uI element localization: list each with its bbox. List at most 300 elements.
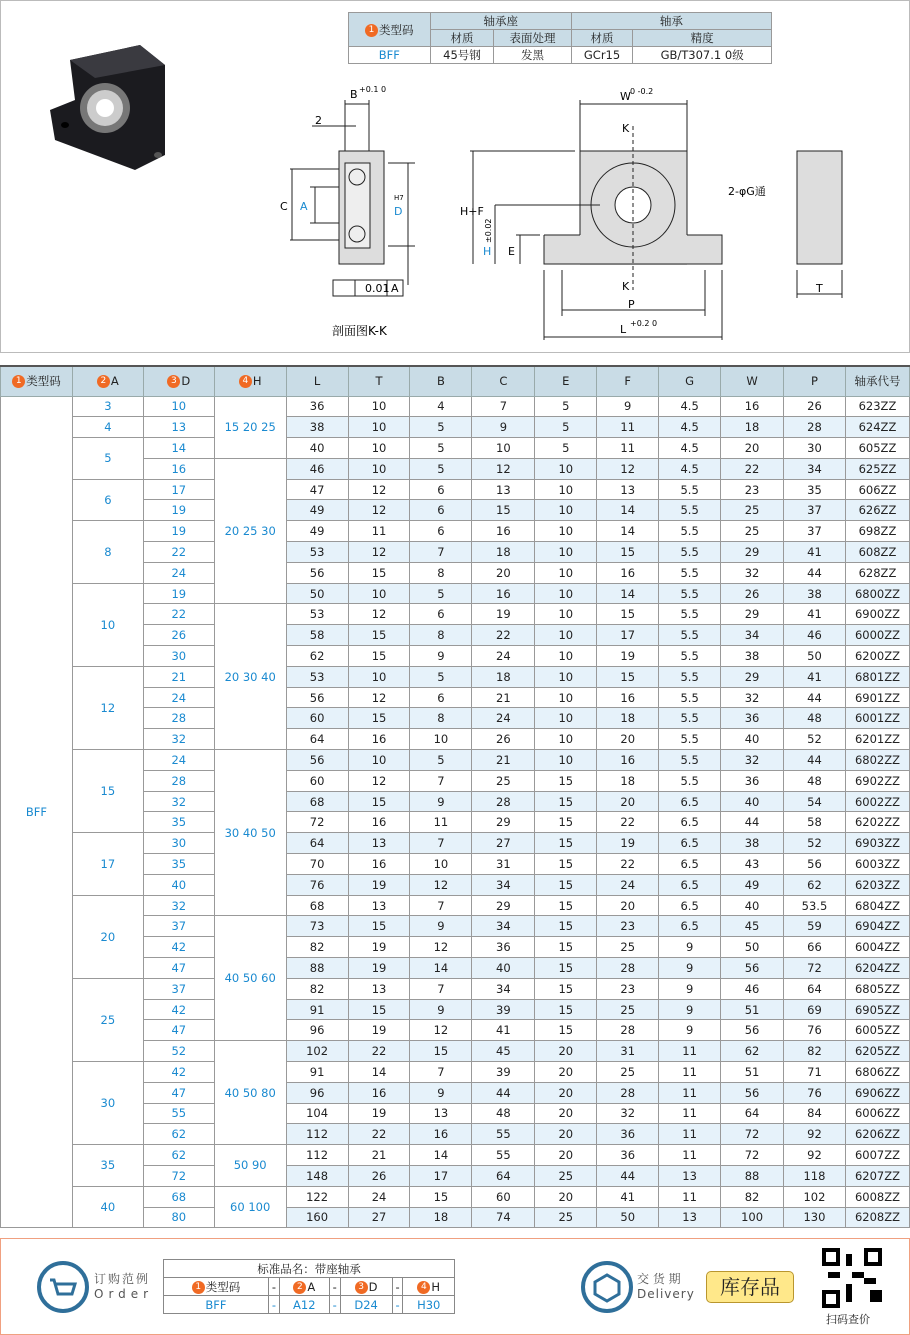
value-cell: 6.5 [659, 791, 721, 812]
value-cell: 4 [410, 396, 472, 417]
value-cell: 56 [286, 562, 348, 583]
value-cell: 14 [597, 500, 659, 521]
value-cell: 6903ZZ [845, 833, 909, 854]
label-hf: H+F [460, 205, 484, 218]
value-cell: 9 [410, 1082, 472, 1103]
material-header: 材质 [430, 30, 494, 47]
value-cell: 624ZZ [845, 417, 909, 438]
value-cell: 39 [472, 1062, 535, 1083]
value-cell: 38 [721, 646, 784, 667]
value-cell: 12 [348, 604, 410, 625]
d-cell: 22 [143, 604, 214, 625]
value-cell: 9 [659, 937, 721, 958]
value-cell: 22 [348, 1124, 410, 1145]
value-cell: 626ZZ [845, 500, 909, 521]
box-icon [580, 1260, 634, 1314]
d-cell: 47 [143, 1020, 214, 1041]
value-cell: 91 [286, 1062, 348, 1083]
type-code-cell: BFF [1, 396, 73, 1228]
value-cell: 12 [472, 458, 535, 479]
d-cell: 19 [143, 521, 214, 542]
value-cell: 122 [286, 1186, 348, 1207]
value-cell: 19 [348, 1020, 410, 1041]
d-cell: 16 [143, 458, 214, 479]
value-cell: 6802ZZ [845, 750, 909, 771]
a-cell: 30 [72, 1062, 143, 1145]
value-cell: 16 [348, 1082, 410, 1103]
value-cell: 50 [721, 937, 784, 958]
value-cell: 6208ZZ [845, 1207, 909, 1228]
value-cell: 104 [286, 1103, 348, 1124]
value-cell: 11 [410, 812, 472, 833]
value-cell: 53 [286, 542, 348, 563]
spec-table [348, 12, 772, 64]
value-cell: 20 [535, 1062, 597, 1083]
value-cell: 20 [597, 895, 659, 916]
value-cell: 12 [410, 937, 472, 958]
value-cell: 76 [286, 874, 348, 895]
d-cell: 55 [143, 1103, 214, 1124]
value-cell: 55 [472, 1124, 535, 1145]
header-col-13 [845, 366, 909, 396]
value-cell: 21 [472, 687, 535, 708]
value-cell: 7 [410, 542, 472, 563]
value-cell: 20 [535, 1186, 597, 1207]
h-cell: 30 40 50 [214, 750, 286, 916]
value-cell: 8 [410, 562, 472, 583]
value-cell: 5 [410, 750, 472, 771]
value-cell: 56 [721, 1082, 784, 1103]
value-cell: 73 [286, 916, 348, 937]
d-cell: 21 [143, 666, 214, 687]
value-cell: 23 [597, 978, 659, 999]
d-cell: 42 [143, 937, 214, 958]
value-cell: 10 [535, 521, 597, 542]
value-cell: 34 [472, 916, 535, 937]
value-cell: 6901ZZ [845, 687, 909, 708]
table-row [1, 1062, 910, 1083]
value-cell: 48 [784, 770, 846, 791]
value-cell: 44 [597, 1165, 659, 1186]
label-t: T [816, 282, 823, 295]
value-cell: 6008ZZ [845, 1186, 909, 1207]
value-cell: 32 [597, 1103, 659, 1124]
stock-badge: 库存品 [706, 1271, 794, 1303]
badge-1: 1 [192, 1281, 205, 1294]
value-cell: 64 [286, 729, 348, 750]
value-cell: 14 [410, 1145, 472, 1166]
value-cell: 11 [659, 1124, 721, 1145]
value-cell: 4.5 [659, 417, 721, 438]
value-cell: 25 [472, 770, 535, 791]
value-cell: 64 [286, 833, 348, 854]
value-cell: 32 [721, 562, 784, 583]
label-d-tolerance: H7 [394, 194, 404, 202]
value-cell: 82 [721, 1186, 784, 1207]
value-cell: 82 [286, 978, 348, 999]
value-cell: 23 [597, 916, 659, 937]
value-cell: 7 [410, 895, 472, 916]
value-cell: 6905ZZ [845, 999, 909, 1020]
value-cell: 18 [410, 1207, 472, 1228]
value-cell: 10 [348, 396, 410, 417]
value-cell: 60 [472, 1186, 535, 1207]
a-cell: 5 [72, 438, 143, 480]
value-cell: 49 [286, 500, 348, 521]
order-value: BFF [164, 1296, 269, 1314]
dimension-table [0, 365, 910, 1228]
value-cell: 82 [784, 1041, 846, 1062]
value-cell: 6902ZZ [845, 770, 909, 791]
value-cell: 15 [535, 854, 597, 875]
value-cell: 6003ZZ [845, 854, 909, 875]
value-cell: 6 [410, 500, 472, 521]
value-cell: 28 [597, 1020, 659, 1041]
value-cell: 11 [659, 1082, 721, 1103]
value-cell: 54 [784, 791, 846, 812]
label-e: E [508, 245, 515, 258]
d-cell: 52 [143, 1041, 214, 1062]
d-cell: 40 [143, 874, 214, 895]
label-w: W [620, 90, 631, 103]
value-cell: 6001ZZ [845, 708, 909, 729]
table-row [1, 1145, 910, 1166]
value-cell: 10 [535, 666, 597, 687]
a-cell: 6 [72, 479, 143, 521]
value-cell: 112 [286, 1124, 348, 1145]
order-value: H30 [403, 1296, 455, 1314]
value-cell: 5 [535, 438, 597, 459]
value-cell: 15 [410, 1041, 472, 1062]
label-l-tolerance: +0.2 0 [630, 319, 658, 328]
value-cell: 13 [348, 895, 410, 916]
value-cell: 15 [535, 1020, 597, 1041]
a-cell: 4 [72, 417, 143, 438]
value-cell: 52 [784, 833, 846, 854]
value-cell: 15 [535, 895, 597, 916]
value-cell: 18 [721, 417, 784, 438]
value-cell: 13 [348, 833, 410, 854]
value-cell: 24 [472, 708, 535, 729]
value-cell: 58 [784, 812, 846, 833]
value-cell: 44 [784, 562, 846, 583]
value-cell: 9 [472, 417, 535, 438]
value-cell: 72 [721, 1145, 784, 1166]
a-cell: 8 [72, 521, 143, 583]
header-col-7 [472, 366, 535, 396]
value-cell: 50 [286, 583, 348, 604]
value-cell: 37 [784, 500, 846, 521]
value-cell: 9 [659, 1020, 721, 1041]
d-cell: 47 [143, 1082, 214, 1103]
value-cell: 29 [721, 604, 784, 625]
value-cell: 38 [721, 833, 784, 854]
d-cell: 32 [143, 895, 214, 916]
value-cell: 7 [410, 770, 472, 791]
value-cell: 14 [597, 521, 659, 542]
h-cell: 40 50 80 [214, 1041, 286, 1145]
d-cell: 13 [143, 417, 214, 438]
header-col-4 [286, 366, 348, 396]
value-cell: 13 [348, 978, 410, 999]
header-label: L [313, 374, 321, 389]
order-col-header [403, 1278, 455, 1296]
table-row [1, 1186, 910, 1207]
section-label: 剖面图K-K [332, 324, 387, 338]
value-cell: 8 [410, 708, 472, 729]
value-cell: 10 [535, 646, 597, 667]
value-cell: 12 [410, 1020, 472, 1041]
a-cell: 35 [72, 1145, 143, 1187]
value-cell: 62 [286, 646, 348, 667]
value-cell: 6201ZZ [845, 729, 909, 750]
badge-2: 2 [293, 1281, 306, 1294]
badge-4: 4 [417, 1281, 430, 1294]
value-cell: 15 [348, 646, 410, 667]
d-cell: 32 [143, 791, 214, 812]
value-cell: 13 [410, 1103, 472, 1124]
bearing-material-header: 材质 [571, 30, 633, 47]
d-cell: 19 [143, 500, 214, 521]
value-cell: 22 [597, 812, 659, 833]
value-cell: 74 [472, 1207, 535, 1228]
value-cell: 11 [597, 438, 659, 459]
value-cell: 5.5 [659, 479, 721, 500]
order-col-header [279, 1278, 329, 1296]
value-cell: 9 [659, 958, 721, 979]
value-cell: 55 [472, 1145, 535, 1166]
value-cell: 6906ZZ [845, 1082, 909, 1103]
d-cell: 47 [143, 958, 214, 979]
value-cell: 5 [410, 458, 472, 479]
value-cell: 15 [535, 958, 597, 979]
surface: 发黑 [494, 47, 571, 64]
d-cell: 22 [143, 542, 214, 563]
order-value: - [268, 1296, 279, 1314]
type-code: BFF [349, 47, 431, 64]
value-cell: 6004ZZ [845, 937, 909, 958]
value-cell: 5.5 [659, 625, 721, 646]
value-cell: 16 [597, 562, 659, 583]
order-col-header [329, 1278, 340, 1296]
value-cell: 10 [472, 438, 535, 459]
value-cell: 28 [597, 958, 659, 979]
value-cell: 29 [472, 812, 535, 833]
table-row [1, 396, 910, 417]
value-cell: 15 [348, 916, 410, 937]
value-cell: 15 [535, 791, 597, 812]
value-cell: 68 [286, 895, 348, 916]
value-cell: 46 [784, 625, 846, 646]
value-cell: 20 [535, 1145, 597, 1166]
value-cell: 6202ZZ [845, 812, 909, 833]
value-cell: 20 [535, 1041, 597, 1062]
value-cell: 7 [410, 978, 472, 999]
d-cell: 24 [143, 562, 214, 583]
value-cell: 14 [348, 1062, 410, 1083]
header-d [143, 366, 214, 396]
value-cell: 53 [286, 604, 348, 625]
value-cell: 25 [597, 1062, 659, 1083]
header-col-5 [348, 366, 410, 396]
value-cell: 43 [721, 854, 784, 875]
value-cell: 18 [472, 542, 535, 563]
value-cell: 52 [784, 729, 846, 750]
value-cell: 6.5 [659, 874, 721, 895]
value-cell: 5 [535, 417, 597, 438]
value-cell: 5.5 [659, 729, 721, 750]
value-cell: 36 [286, 396, 348, 417]
value-cell: 76 [784, 1082, 846, 1103]
value-cell: 21 [472, 750, 535, 771]
value-cell: 5.5 [659, 708, 721, 729]
d-cell: 72 [143, 1165, 214, 1186]
value-cell: 13 [659, 1207, 721, 1228]
value-cell: 70 [286, 854, 348, 875]
value-cell: 10 [535, 500, 597, 521]
header-col-10 [659, 366, 721, 396]
value-cell: 6204ZZ [845, 958, 909, 979]
value-cell: 6801ZZ [845, 666, 909, 687]
value-cell: 15 [535, 874, 597, 895]
h-cell: 20 25 30 [214, 458, 286, 604]
value-cell: 50 [784, 646, 846, 667]
value-cell: 34 [472, 978, 535, 999]
label-c: C [280, 200, 288, 213]
d-cell: 37 [143, 916, 214, 937]
table-row [1, 895, 910, 916]
value-cell: 6.5 [659, 833, 721, 854]
value-cell: 19 [348, 958, 410, 979]
technical-drawing [270, 80, 870, 345]
value-cell: 12 [348, 687, 410, 708]
value-cell: 84 [784, 1103, 846, 1124]
label-a: A [300, 200, 308, 213]
value-cell: 53.5 [784, 895, 846, 916]
value-cell: 20 [721, 438, 784, 459]
housing-material: 45号钢 [430, 47, 494, 64]
d-cell: 62 [143, 1124, 214, 1145]
header-label: C [499, 374, 508, 389]
value-cell: 10 [348, 583, 410, 604]
order-col-label: H [431, 1279, 441, 1294]
d-cell: 10 [143, 396, 214, 417]
value-cell: 15 [535, 937, 597, 958]
value-cell: 34 [784, 458, 846, 479]
value-cell: 26 [472, 729, 535, 750]
value-cell: 15 [348, 625, 410, 646]
table-row [1, 833, 910, 854]
value-cell: 20 [535, 1103, 597, 1124]
d-cell: 24 [143, 750, 214, 771]
value-cell: 25 [721, 521, 784, 542]
a-cell: 25 [72, 978, 143, 1061]
value-cell: 31 [597, 1041, 659, 1062]
value-cell: 6005ZZ [845, 1020, 909, 1041]
value-cell: 6 [410, 521, 472, 542]
value-cell: 102 [286, 1041, 348, 1062]
value-cell: 160 [286, 1207, 348, 1228]
a-cell: 20 [72, 895, 143, 978]
value-cell: 608ZZ [845, 542, 909, 563]
value-cell: 29 [721, 542, 784, 563]
precision: GB/T307.1 0级 [633, 47, 772, 64]
value-cell: 15 [348, 562, 410, 583]
value-cell: 40 [721, 791, 784, 812]
value-cell: 5.5 [659, 521, 721, 542]
value-cell: 100 [721, 1207, 784, 1228]
value-cell: 10 [348, 417, 410, 438]
value-cell: 32 [721, 750, 784, 771]
value-cell: 15 [597, 604, 659, 625]
d-cell: 14 [143, 438, 214, 459]
value-cell: 19 [597, 833, 659, 854]
value-cell: 112 [286, 1145, 348, 1166]
d-cell: 28 [143, 770, 214, 791]
value-cell: 37 [784, 521, 846, 542]
value-cell: 92 [784, 1145, 846, 1166]
badge-2: 2 [97, 375, 110, 388]
label-b: B [350, 88, 358, 101]
value-cell: 16 [348, 812, 410, 833]
value-cell: 6800ZZ [845, 583, 909, 604]
header-label: G [685, 374, 695, 389]
value-cell: 4.5 [659, 438, 721, 459]
value-cell: 64 [472, 1165, 535, 1186]
value-cell: 15 [535, 770, 597, 791]
surface-header: 表面处理 [494, 30, 571, 47]
value-cell: 15 [535, 833, 597, 854]
value-cell: 6002ZZ [845, 791, 909, 812]
value-cell: 34 [472, 874, 535, 895]
value-cell: 29 [721, 666, 784, 687]
value-cell: 10 [535, 625, 597, 646]
qr-code[interactable] [822, 1248, 882, 1308]
value-cell: 6.5 [659, 895, 721, 916]
order-example-table [163, 1259, 455, 1314]
value-cell: 6.5 [659, 854, 721, 875]
header-col-8 [535, 366, 597, 396]
value-cell: 130 [784, 1207, 846, 1228]
value-cell: 6 [410, 687, 472, 708]
value-cell: 22 [721, 458, 784, 479]
value-cell: 64 [721, 1103, 784, 1124]
value-cell: 625ZZ [845, 458, 909, 479]
value-cell: 16 [410, 1124, 472, 1145]
value-cell: 5 [410, 438, 472, 459]
table-row [1, 521, 910, 542]
value-cell: 15 [348, 791, 410, 812]
value-cell: 96 [286, 1082, 348, 1103]
precision-header: 精度 [633, 30, 772, 47]
value-cell: 12 [348, 479, 410, 500]
value-cell: 5.5 [659, 542, 721, 563]
value-cell: 56 [286, 687, 348, 708]
value-cell: 19 [348, 1103, 410, 1124]
delivery-title: 交 货 期 [637, 1272, 681, 1286]
value-cell: 40 [472, 958, 535, 979]
value-cell: 18 [597, 708, 659, 729]
value-cell: 25 [597, 999, 659, 1020]
value-cell: 20 [535, 1124, 597, 1145]
value-cell: 92 [784, 1124, 846, 1145]
value-cell: 38 [784, 583, 846, 604]
value-cell: 18 [597, 770, 659, 791]
value-cell: 18 [472, 666, 535, 687]
value-cell: 44 [721, 812, 784, 833]
value-cell: 5.5 [659, 750, 721, 771]
value-cell: 71 [784, 1062, 846, 1083]
